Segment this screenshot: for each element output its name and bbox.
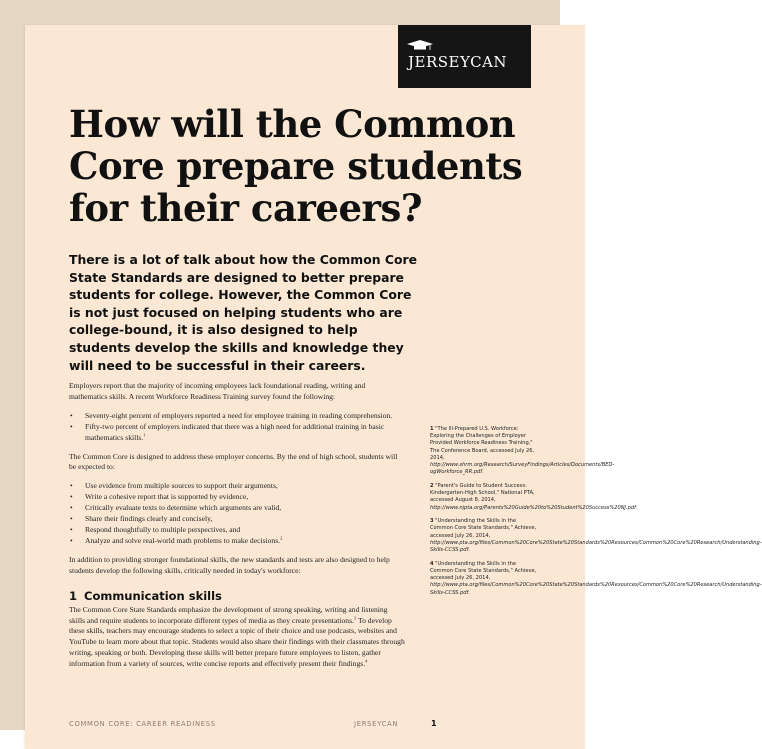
lead-paragraph: There is a lot of talk about how the Common Core State Standards are designed to better prepare students for college. However, the Common Core is not just focused on helping students who are college-bound, it is also designed to help students develop the skills and knowledge they will need to be successful in their careers.	[69, 252, 417, 373]
footnote-link[interactable]: http://www.njpta.org/Parents%20Guide%20to%20Student%20Success%20NJ.pdf.	[430, 504, 638, 511]
footnote: 2 "Parent's Guide to Student Success: Kindergarten-High School," National PTA, accessed August 8, 2014, http://www.njpta.org/Parents%20Guide%20to%20Student%20Success%20NJ.pdf.	[430, 482, 638, 511]
footer-brand: JERSEYCAN	[354, 720, 399, 728]
footnote-ref: 2	[280, 535, 283, 541]
logo-text: JERSEYCAN	[408, 53, 508, 71]
document-page	[25, 25, 762, 749]
intro-paragraph: Employers report that the majority of incoming employees lack foundational reading, writing and mathematics skills. A recent Workforce Readiness Training survey found the following:	[69, 381, 366, 401]
bullet-item: • Seventy-eight percent of employers reported a need for employee training in reading comprehension.	[85, 411, 405, 422]
page-footer	[69, 720, 549, 732]
section-heading	[69, 589, 405, 603]
page-number: 1	[431, 719, 438, 728]
footnote-link[interactable]: http://www.shrm.org/Research/SurveyFindings/Articles/Documents/BED-ogWorkforce_RR.pdf.	[430, 462, 615, 476]
footnote-ref: 4	[365, 658, 368, 664]
skills-paragraph: In addition to providing stronger foundational skills, the new standards and tests are also designed to help students develop the following skills, critically needed in today's workforce:	[69, 554, 390, 575]
bullet-item: • Critically evaluate texts to determine which arguments are valid,	[85, 503, 405, 514]
graduation-cap-icon	[406, 39, 434, 53]
bullet-item: • Share their findings clearly and concisely,	[85, 514, 405, 525]
bullet-item: • Write a cohesive report that is supported by evidence,	[85, 492, 405, 503]
jerseycan-logo	[398, 25, 531, 88]
footnote-link[interactable]: http://www.pta.org/files/Common%20Core%20State%20Standards%20Resources/Common%20Core%20Research/Understanding-Skills-CCSS.pdf.	[430, 582, 762, 596]
section-title: Communication skills	[84, 588, 222, 603]
footnotes-column	[430, 426, 762, 603]
bullet-item: • Respond thoughtfully to multiple perspectives, and	[85, 525, 405, 536]
communication-paragraph: The Common Core State Standards emphasize the development of strong speaking, writing and listening skills and require students to incorporate different types of media as they create presentations.$^3$ To develop these skills, teachers may encourage students to select a topic of their choice and use podcasts, websites and YouTube to learn more about that topic. Students would also share their findings with their classmates through writing, speaking or both. Developing these skills will better prepare future employees to listen, gather information from a variety of sources, write concise reports and effectively present their findings.$^4$	[69, 604, 405, 669]
footnote: 4 "Understanding the Skills in the Common Core State Standards," Achieve, accessed July 26, 2014, http://www.pta.org/files/Common%20Core%20State%20Standards%20Resources/Common%20Core%20Research/Understanding-Skills-CCSS.pdf.	[430, 560, 762, 596]
footnote-link[interactable]: http://www.pta.org/files/Common%20Core%20State%20Standards%20Resources/Common%20Core%20Research/Understanding-Skills-CCSS.pdf.	[430, 539, 762, 554]
footer-section-label: COMMON CORE: CAREER READINESS	[69, 720, 216, 728]
footnote: 1 "The Ill-Prepared U.S. Workforce: Exploring the Challenges of Employer Provided Workforce Readiness Training," The Conference Board, accessed July 26, 2014, http://www.shrm.org/Research/SurveyFindings/Articles/Documents/BED-ogWorkforce_RR.pdf.	[430, 426, 615, 476]
bullet-item: • Use evidence from multiple sources to support their arguments,	[85, 481, 405, 492]
page-title: How will the Common Core prepare students for their careers?	[69, 102, 523, 230]
survey-bullet-list	[69, 411, 405, 444]
footnote: 3 "Understanding the Skills in the Common Core State Standards," Achieve, accessed July 26, 2014, http://www.pta.org/files/Common%20Core%20State%20Standards%20Resources/Common%20Core%20Research/Understanding-Skills-CCSS.pdf.	[430, 518, 762, 554]
section-number: 1	[69, 588, 78, 603]
bullet-item: • Fifty-two percent of employers indicated that there was a high need for additional training in basic mathematics skills.$^1$	[85, 422, 405, 444]
bullet-item: • Analyze and solve real-world math problems to make decisions.$^2$	[85, 536, 405, 547]
body-text	[69, 381, 405, 678]
expectations-bullet-list	[69, 481, 405, 546]
footnote-ref: 3	[353, 614, 357, 620]
footnote-ref: 1	[143, 432, 146, 438]
expectations-paragraph: The Common Core is designed to address these employer concerns. By the end of high school, students will be expected to:	[69, 451, 398, 472]
